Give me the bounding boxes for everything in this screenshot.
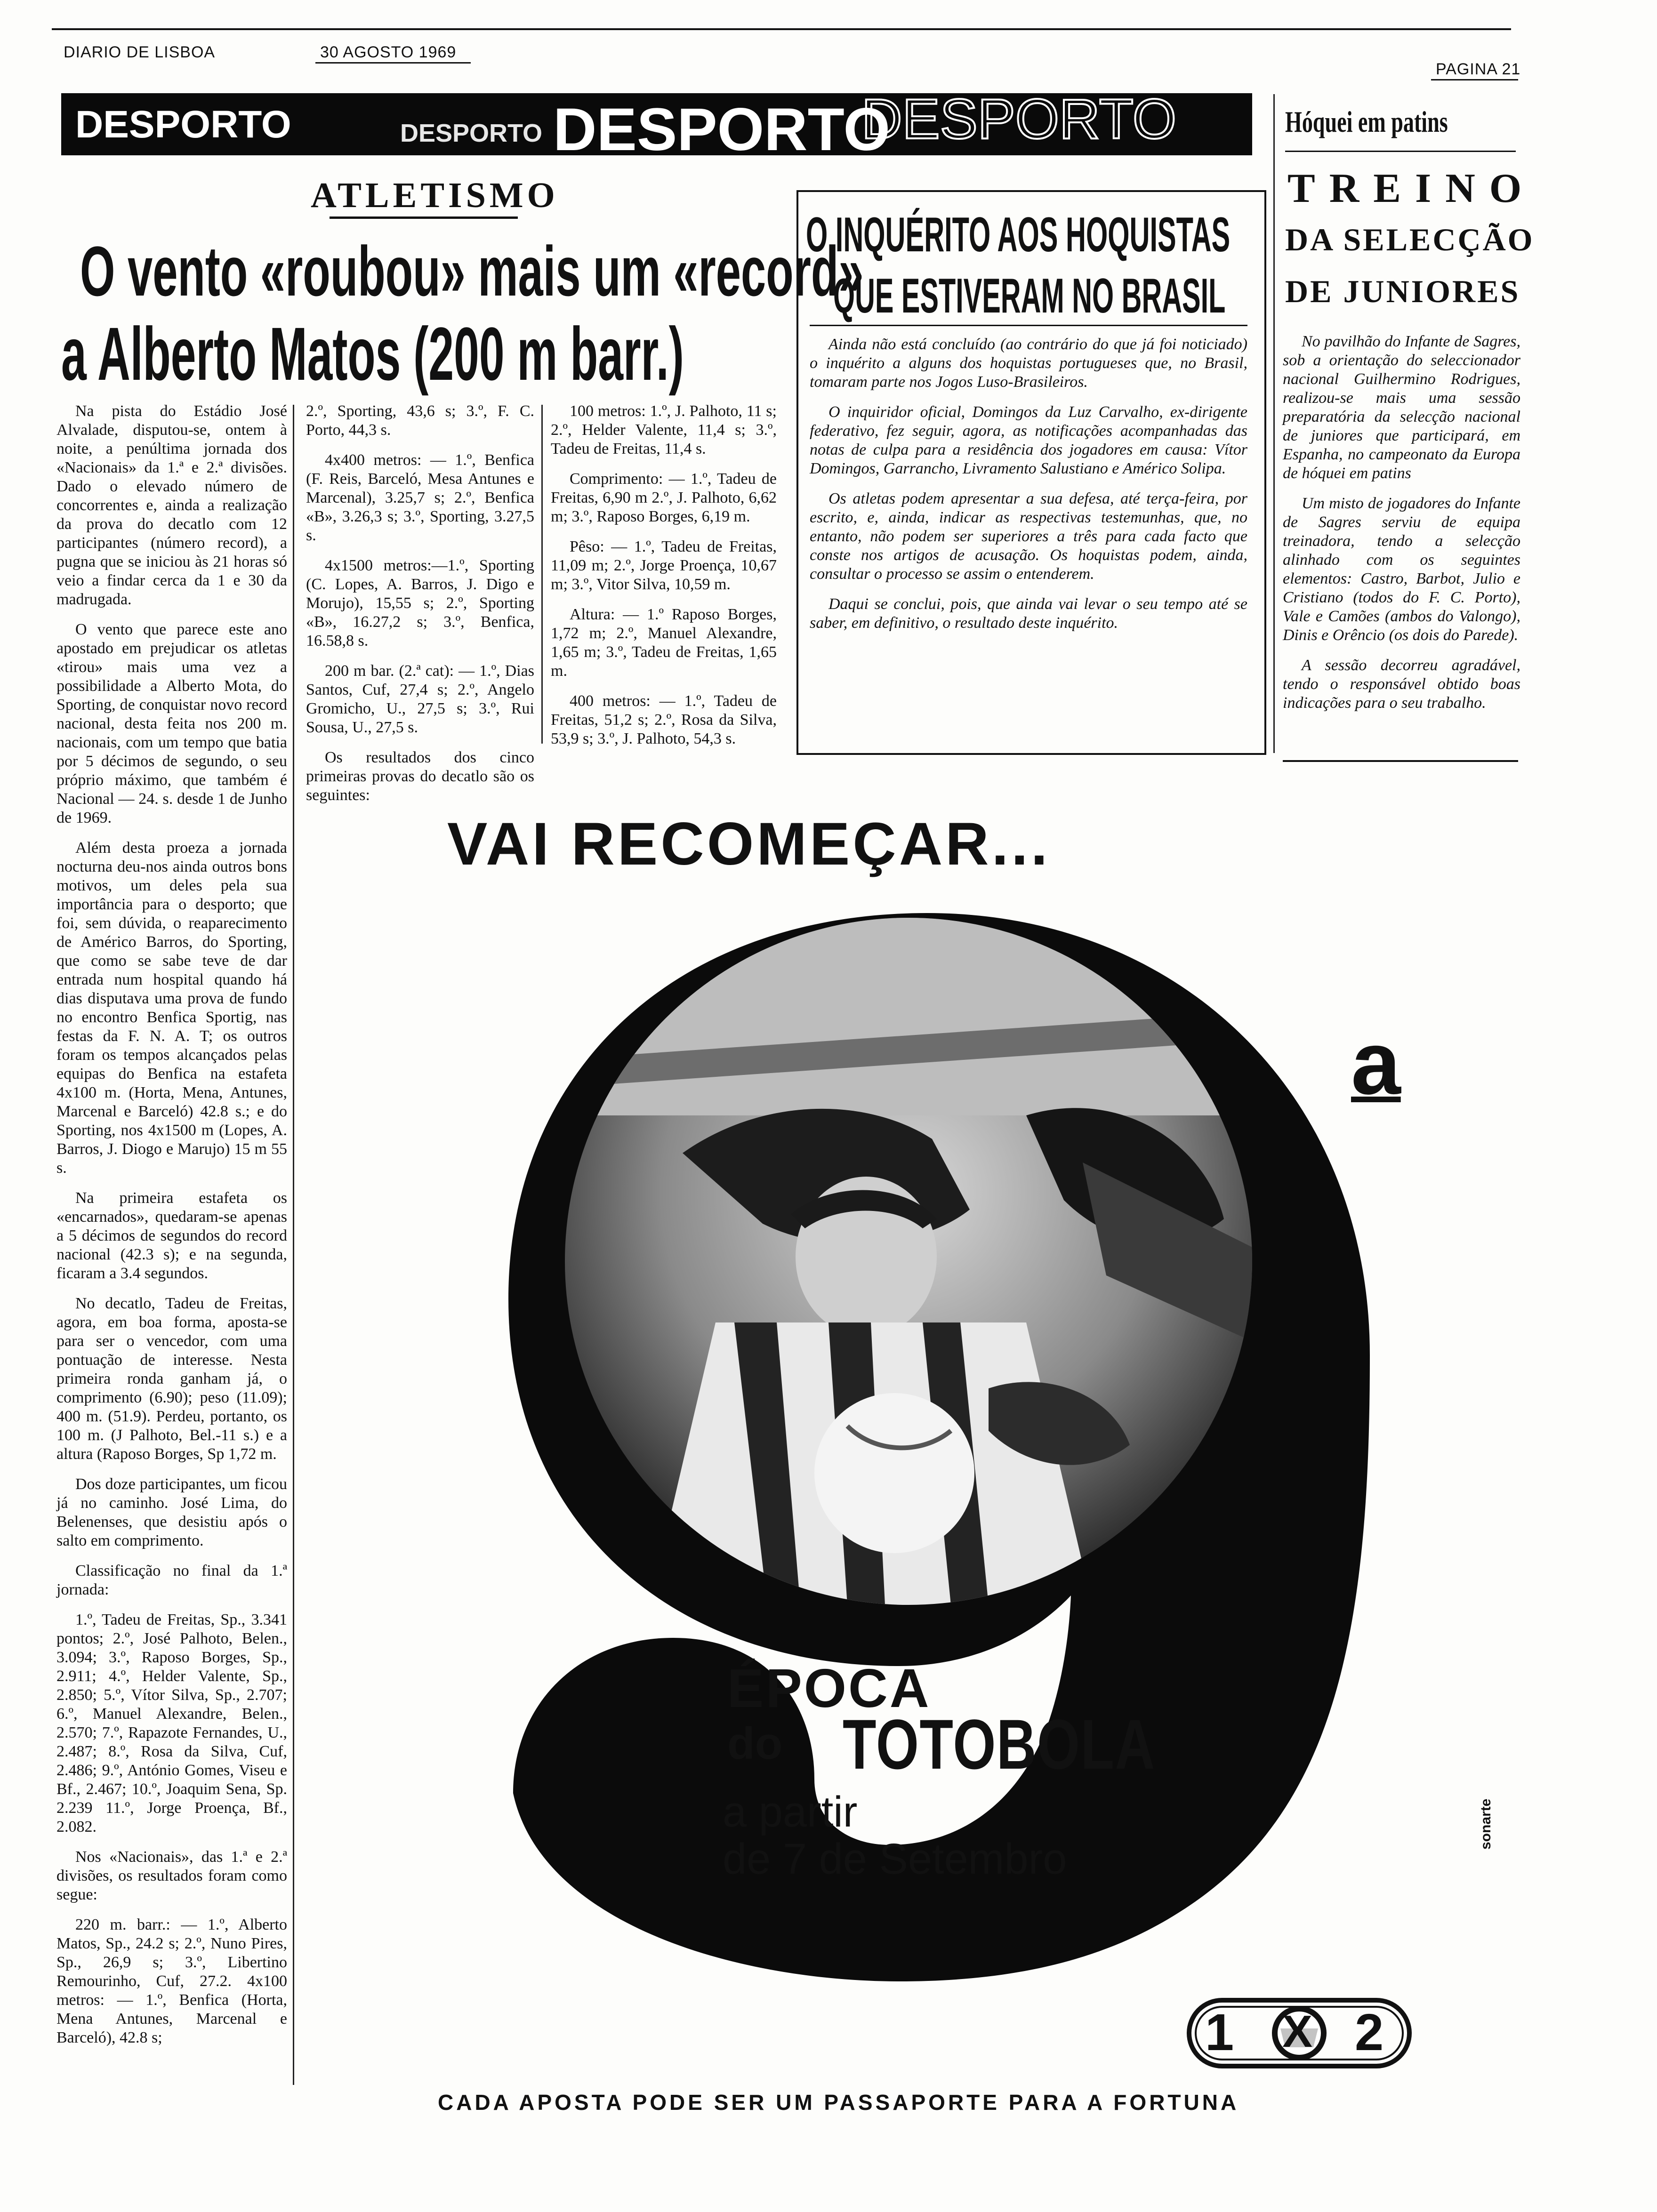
col1-para-5: No decatlo, Tadeu de Freitas, agora, em boa forma, aposta-se para ser o vencedor, com uma pontuação de interesse. Nesta primeira ronda ganham já, o comprimento (6.90); peso (11.09); 400 m. (51.9). Perdeu, portanto, os 100 m. (J Palhoto, Bel.-11 s.) e a altura (Raposo Borges, Sp 1,72 m. bbox=[56, 1295, 287, 1463]
col3-para-2: Comprimento: — 1.º, Tadeu de Freitas, 6,90 m 2.º, J. Palhoto, 6,62 m; 3.º, Raposo Borges, 6,19 m. bbox=[551, 470, 777, 525]
football-photo bbox=[565, 918, 1252, 1605]
banner-word-1: DESPORTO bbox=[75, 103, 291, 146]
right-kicker: Hóquei em patins bbox=[1285, 105, 1448, 138]
ad-partir-line-1: a partir bbox=[723, 1788, 858, 1836]
col1-para-8: 1.º, Tadeu de Freitas, Sp., 3.341 pontos; 2.º, José Palhoto, Belen., 3.094; 3.º, Raposo Borges, Sp., 2.911; 4.º, Helder Valente, Sp., 2.850; 5.º, Vítor Silva, Sp., 2.707; 6.º, Manuel Alexandre, Belen., 2.570; 7.º, Rapazote Fernandes, U., 2.487; 8.º, Rosa da Silva, Cuf, 2.486; 9.º, António Gomes, Viseu e Bf., 2.467; 10.º, Joaquim Sena, Sp. 2.239 11.º, Jorge Proença, Bf., 2.082. bbox=[56, 1611, 287, 1835]
article-column-3 bbox=[551, 402, 777, 760]
box-para-2: O inquiridor oficial, Domingos da Luz Carvalho, ex-dirigente federativo, fez seguir, agora, as notificações acompanhadas das notas de culpa para a residência dos jogadores em causa: Vítor Domingos, Garrancho, Livramento Salustiano e Américo Solipa. bbox=[810, 403, 1247, 477]
col1-para-4: Na primeira estafeta os «encarnados», quedaram-se apenas a 5 décimos de segundos do record nacional (42.3 s); e na segunda, ficaram a 3.4 segundos. bbox=[56, 1189, 287, 1282]
box-headline-line-1: O INQUÉRITO AOS HOQUISTAS bbox=[806, 208, 1231, 262]
col2-para-3: 4x1500 metros:—1.º, Sporting (C. Lopes, A. Barros, J. Digo e Morujo), 15,55 s; 2.º, Sporting «B», 16.27,2 s; 3.º, Benfica, 16.58,8 s. bbox=[306, 557, 534, 649]
col1-para-10: 220 m. barr.: — 1.º, Alberto Matos, Sp., 24.2 s; 2.º, Nuno Pires, Sp., 26,9 s; 3.º, Libertino Remourinho, Cuf, 27.2. 4x100 metros: — 1.º, Benfica (Horta, Mena Antunes, Marcenal e Barceló), 42.8 s; bbox=[56, 1916, 287, 2046]
section-title: ATLETISMO bbox=[311, 176, 559, 215]
box-para-4: Daqui se conclui, pois, que ainda vai levar o seu tempo até se saber, em definitivo, o resultado deste inquérito. bbox=[810, 595, 1247, 632]
banner-word-4: DESPORTO bbox=[861, 93, 1177, 151]
logo-x: X bbox=[1282, 2006, 1313, 2057]
col3-para-3: Pêso: — 1.º, Tadeu de Freitas, 11,09 m; 2.º, Jorge Proença, 10,67 m; 3.º, Vitor Silva, 10,59 m. bbox=[551, 538, 777, 593]
box-headline-line-2: QUE ESTIVERAM NO BRASIL bbox=[833, 269, 1226, 323]
logo-2: 2 bbox=[1355, 2004, 1384, 2061]
ad-partir-line-2: de 7 de Setembro bbox=[723, 1835, 1067, 1883]
right-body bbox=[1283, 332, 1520, 724]
col1-para-6: Dos doze participantes, um ficou já no caminho. José Lima, do Belenenses, que desistiu após o salto em comprimento. bbox=[56, 1475, 287, 1549]
right-headline-3: DE JUNIORES bbox=[1285, 273, 1520, 309]
box-para-3: Os atletas podem apresentar a sua defesa, até terça-feira, por escrito, e, ainda, indicar as respectivas testemunhas, que, no entanto, não podem ser superiores a três para cada facto que conste nos artigos de acusação. Os hoquistas podem, ainda, consultar o processo se assim o entenderem. bbox=[810, 490, 1247, 583]
ad-title: VAI RECOMEÇAR... bbox=[447, 810, 1051, 878]
football-photo-art bbox=[565, 918, 1252, 1605]
box-headline-rule bbox=[810, 325, 1247, 326]
right-para-3: A sessão decorreu agradável, tendo o responsável obtido boas indicações para o seu trabalho. bbox=[1283, 657, 1520, 712]
col2-para-4: 200 m bar. (2.ª cat): — 1.º, Dias Santos, Cuf, 27,4 s; 2.º, Angelo Gromicho, U., 27,5 s; 3.º, Rui Sousa, U., 27,5 s. bbox=[306, 662, 534, 736]
col2-para-2: 4x400 metros: — 1.º, Benfica (F. Reis, Barceló, Mesa Antunes e Marcenal), 3.25,7 s; 2.º, Benfica «B», 3.26,3 s; 3.º, Sporting, 3.27,5 s. bbox=[306, 451, 534, 544]
ad-totobola: TOTOBOLA bbox=[843, 1705, 1156, 1784]
page-underline bbox=[1431, 79, 1518, 80]
ordinal-a: a bbox=[1351, 1013, 1401, 1113]
ad-epoca: ÉPOCA bbox=[727, 1658, 931, 1719]
article-column-1 bbox=[56, 402, 287, 2059]
paper-name: DIARIO DE LISBOA bbox=[64, 43, 216, 61]
issue-date: 30 AGOSTO 1969 bbox=[320, 43, 457, 61]
right-para-2: Um misto de jogadores do Infante de Sagres serviu de equipa treinadora, tendo a selecção alinhado com os seguintes elementos: Castro, Barbot, Julio e Cristiano (todos do F. C. Porto), Vale e Camões (ambos do Valongo), Dinis e Orêncio (os dois do Parede). bbox=[1283, 495, 1520, 644]
top-rule bbox=[52, 28, 1511, 30]
col3-para-1: 100 metros: 1.º, J. Palhoto, 11 s; 2.º, Helder Valente, 11,4 s; 3.º, Tadeu de Freitas, 11,4 s. bbox=[551, 402, 777, 457]
box-body bbox=[810, 335, 1247, 644]
right-bottom-rule bbox=[1283, 760, 1518, 762]
headline-line-2: a Alberto Matos (200 m barr.) bbox=[61, 312, 684, 396]
logo-1: 1 bbox=[1205, 2004, 1234, 2061]
date-underline bbox=[315, 62, 471, 64]
column-divider-2 bbox=[541, 405, 543, 744]
col1-para-1: Na pista do Estádio José Alvalade, disputou-se, ontem à noite, a penúltima jornada dos «Nacionais» da 1.ª e 2.ª divisões. Dado o elevado número de concorrentes e, ainda a realização da prova do decatlo com 12 participantes (número record), a pugna que se iniciou às 21 horas só veio a findar cerca da 1 e 30 da madrugada. bbox=[56, 402, 287, 608]
ad-slogan: CADA APOSTA PODE SER UM PASSAPORTE PARA A FORTUNA bbox=[438, 2090, 1239, 2115]
col2-para-5: Os resultados dos cinco primeiras provas do decatlo são os seguintes: bbox=[306, 749, 534, 804]
right-kicker-rule bbox=[1285, 151, 1516, 152]
right-headline-2: DA SELECÇÃO bbox=[1285, 222, 1535, 257]
col1-para-2: O vento que parece este ano apostado em prejudicar os atletas «tirou» mais uma vez a possibilidade a Alberto Mota, do Sporting, de conquistar novo record nacional, desta feita nos 200 m. nacionais, com um tempo que batia por 5 décimos de segundo, o seu próprio máximo, que também é Nacional — 24. s. desde 1 de Junho de 1969. bbox=[56, 621, 287, 826]
page-number: PAGINA 21 bbox=[1436, 60, 1521, 78]
right-para-1: No pavilhão do Infante de Sagres, sob a orientação do seleccionador nacional Guilhermino Rodrigues, realizou-se mais uma sessão preparatória da selecção nacional de juniores que participará, em Espanha, no campeonato da Europa de hóquei em patins bbox=[1283, 333, 1520, 482]
article-column-2 bbox=[306, 402, 534, 816]
ad-start-date bbox=[723, 1788, 1067, 1883]
box-para-1: Ainda não está concluído (ao contrário do que já foi noticiado) o inquérito a alguns dos hoquistas portugueses que, no Brasil, tomaram parte nos Jogos Luso-Brasileiros. bbox=[810, 336, 1247, 391]
desporto-banner bbox=[61, 93, 1252, 155]
banner-word-2: DESPORTO bbox=[400, 119, 543, 147]
col1-para-3: Além desta proeza a jornada nocturna deu-nos ainda outros bons motivos, um deles pela sua importância para o desporto; que foi, sem dúvida, o reaparecimento de Américo Barros, do Sporting, que como se sabe teve de dar entrada num hospital quando há dias disputava uma prova de fundo no encontro Benfica Sportig, nas festas da F. N. A. T; os outros foram os tempos alcançados pelas equipas do Benfica na estafeta 4x100 m. (Horta, Mena, Antunes, Marcenal e Barceló) 42.8 s.; e do Sporting, nos 4x1500 m (Lopes, A. Barros, J. Diogo e Marujo) 15 m 55 s. bbox=[56, 839, 287, 1177]
section-underline bbox=[330, 216, 518, 219]
ad-do: do bbox=[727, 1718, 783, 1769]
col1-para-7: Classificação no final da 1.ª jornada: bbox=[56, 1562, 287, 1598]
headline-line-1: O vento «roubou» mais um «record» bbox=[80, 232, 864, 311]
col1-para-9: Nos «Nacionais», das 1.ª e 2.ª divisões, os resultados foram como segue: bbox=[56, 1848, 287, 1903]
col3-para-4: Altura: — 1.º Raposo Borges, 1,72 m; 2.º, Manuel Alexandre, 1,65 m; 3.º, Tadeu de Freitas, 1,65 m. bbox=[551, 606, 777, 680]
column-divider-right bbox=[1273, 94, 1275, 753]
col3-para-5: 400 metros: — 1.º, Tadeu de Freitas, 51,2 s; 2.º, Rosa da Silva, 53,9 s; 3.º, J. Palhoto, 54,3 s. bbox=[551, 692, 777, 747]
right-headline-1: TREINO bbox=[1287, 166, 1536, 211]
ad-credit: sonarte bbox=[1478, 1798, 1494, 1850]
banner-word-3: DESPORTO bbox=[553, 96, 890, 155]
col2-para-1: 2.º, Sporting, 43,6 s; 3.º, F. C. Porto, 44,3 s. bbox=[306, 402, 534, 439]
column-divider-1 bbox=[293, 405, 294, 2085]
